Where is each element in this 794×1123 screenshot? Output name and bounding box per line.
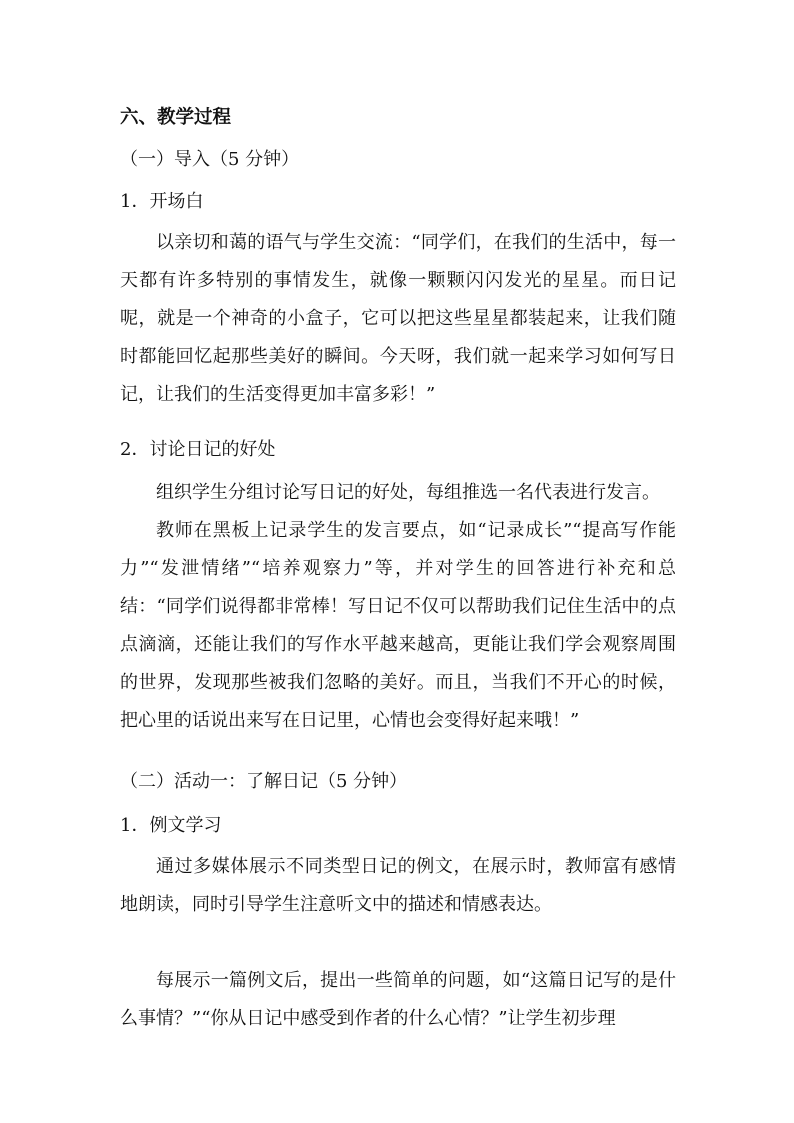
part1-heading: （一）导入（5 分钟）	[120, 149, 300, 170]
part1-item2-paragraph-1: 组织学生分组讨论写日记的好处，每组推选一名代表进行发言。	[156, 482, 660, 503]
part2-item1-paragraph-2: 每展示一篇例文后，提出一些简单的问题，如“这篇日记写的是什么事情？”“你从日记中感受到作者的什么心情？”让学生初步理	[120, 970, 676, 1029]
part2-item1-paragraph-1: 通过多媒体展示不同类型日记的例文，在展示时，教师富有感情地朗读，同时引导学生注意听文中的描述和情感表达。	[120, 856, 676, 915]
part1-item1-paragraph: 以亲切和蔼的语气与学生交流：“同学们，在我们的生活中，每一天都有许多特别的事情发生，就像一颗颗闪闪发光的星星。而日记呢，就是一个神奇的小盒子，它可以把这些星星都装起来，让我们随时都能回忆起那些美好的瞬间。今天呀，我们就一起来学习如何写日记，让我们的生活变得更加丰富多彩！”	[120, 232, 676, 405]
section-title: 六、教学过程	[120, 107, 232, 128]
part1-item2-paragraph-2: 教师在黑板上记录学生的发言要点，如“记录成长”“提高写作能力”“发泄情绪”“培养观察力”等，并对学生的回答进行补充和总结：“同学们说得都非常棒！写日记不仅可以帮助我们记住生活中的点点滴滴，还能让我们的写作水平越来越高，更能让我们学会观察周围的世界，发现那些被我们忽略的美好。而且，当我们不开心的时候，把心里的话说出来写在日记里，心情也会变得好起来哦！”	[120, 520, 676, 731]
part2-item1-title: 1．例文学习	[120, 815, 222, 836]
part2-heading: （二）活动一：了解日记（5 分钟）	[120, 771, 408, 792]
part1-item1-title: 1．开场白	[120, 191, 204, 212]
part1-item2-title: 2．讨论日记的好处	[120, 439, 276, 460]
